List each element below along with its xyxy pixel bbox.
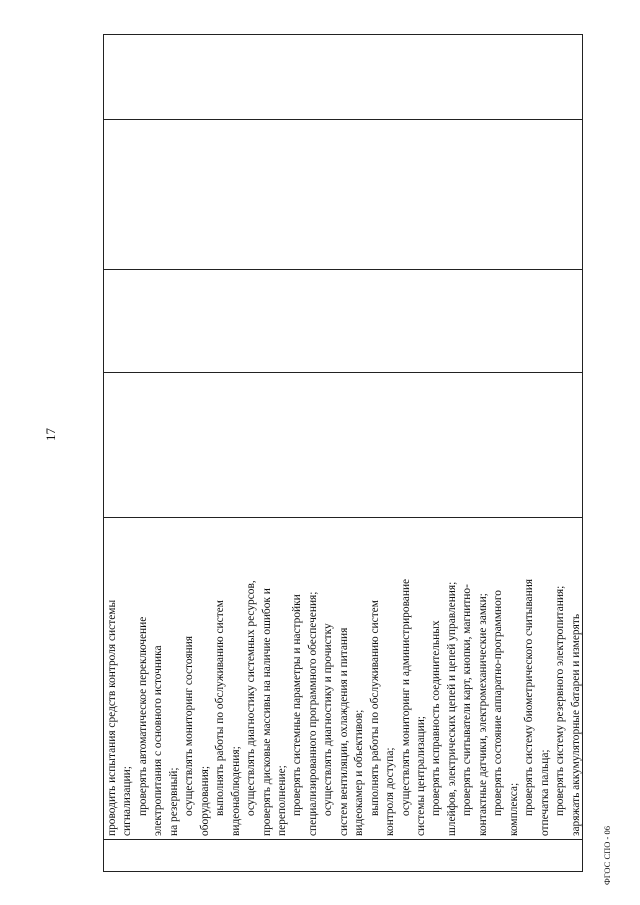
table-text-line: контроля доступа;	[384, 747, 397, 836]
table-text-line: проверять дисковые массивы на наличие ошибок и	[260, 588, 273, 836]
column-divider	[104, 269, 582, 270]
table-text-line: проверять исправность соединительных	[430, 620, 443, 816]
competency-table	[103, 34, 583, 872]
table-text-line: проверять автоматическое переключение	[136, 616, 149, 816]
table-text-line: осуществлять диагностику системных ресурсов,	[245, 580, 258, 816]
table-text-line: оборудования;	[198, 765, 211, 836]
table-text-line: видеокамер и объективов;	[353, 709, 366, 836]
table-text-line: систем вентиляции, охлаждения и питания	[337, 627, 350, 836]
table-text-line: осуществлять диагностику и прочистку	[322, 623, 335, 816]
table-text-line: шлейфов, электрических цепей и цепей управления;	[445, 581, 458, 836]
table-text-line: выполнять работы по обслуживанию систем	[368, 600, 381, 816]
table-text-line: комплекса;	[507, 782, 520, 836]
skills-text-column	[104, 518, 582, 840]
table-text-line: контактные датчики, электромеханические замки;	[476, 593, 489, 836]
table-text-line: проверять системные параметры и настройки	[291, 594, 304, 816]
table-text-line: проверять систему биометрического считывания	[523, 578, 536, 816]
table-text-line: специализированного программного обеспечения;	[306, 591, 319, 836]
page-number: 17	[43, 428, 58, 441]
table-text-line: на резервный;	[167, 767, 180, 836]
column-divider	[104, 372, 582, 373]
table-text-line: заряжать аккумуляторные батареи и измерять	[569, 613, 582, 836]
table-text-line: проверять считыватели карт, кнопки, магнитно-	[461, 584, 474, 816]
table-text-line: проверять систему резервного электропитания;	[554, 585, 567, 816]
table-text-line: проводить испытания средств контроля системы	[106, 599, 118, 836]
column-divider	[104, 119, 582, 120]
document-footer: ФГОС СПО - 06	[602, 826, 612, 885]
table-text-line: проверять состояние аппаратно-программного	[492, 590, 505, 816]
table-text-line: осуществлять мониторинг состояния	[183, 636, 196, 816]
table-text-line: видеонаблюдения;	[229, 746, 242, 836]
table-text-line: осуществлять мониторинг и администрирование	[399, 578, 412, 816]
table-text-line: сигнализации;	[121, 766, 134, 836]
table-text-line: системы централизации;	[415, 716, 427, 836]
table-text-line: отпечатка пальца;	[538, 749, 551, 836]
table-text-line: выполнять работы по обслуживанию систем	[214, 600, 227, 816]
table-text-line: переполнение;	[275, 765, 288, 836]
table-text-line: электропитания с основного источника	[152, 645, 165, 836]
